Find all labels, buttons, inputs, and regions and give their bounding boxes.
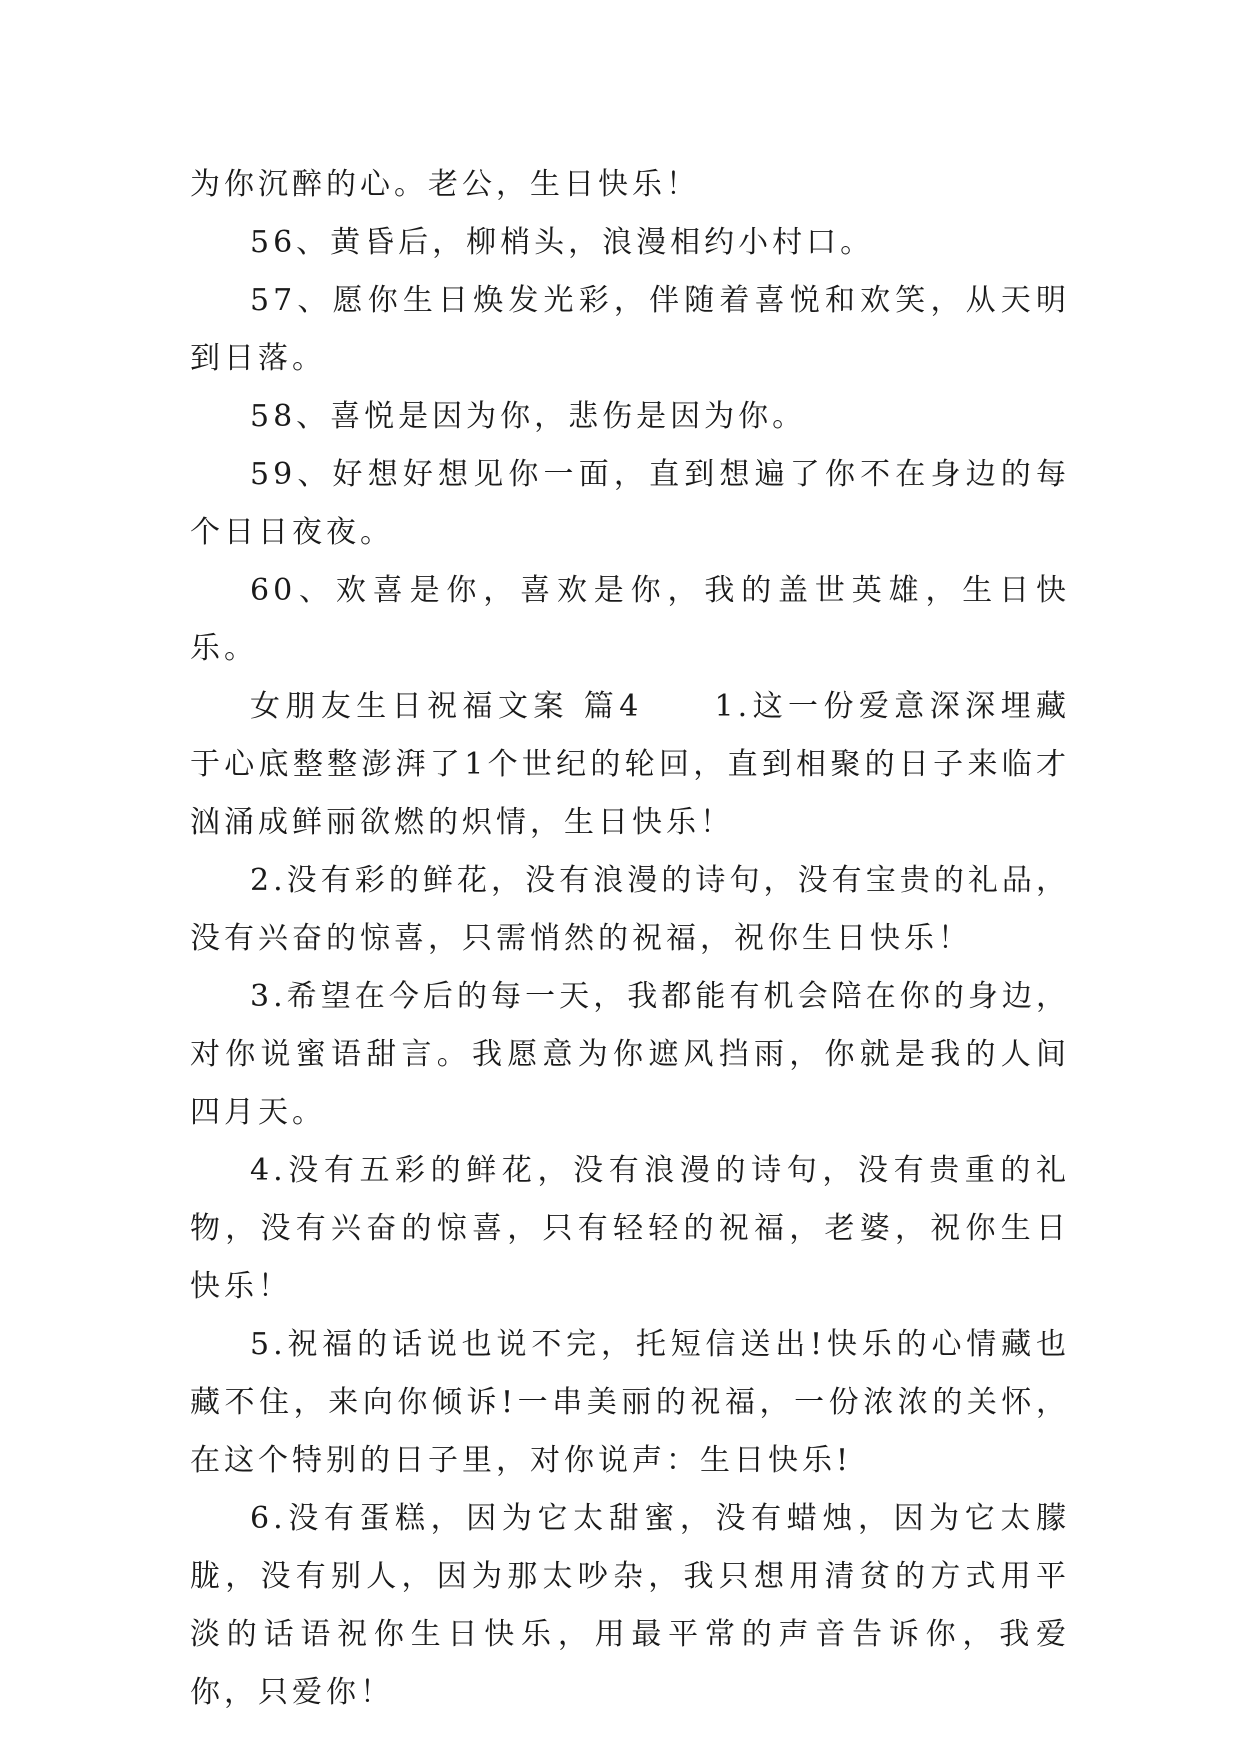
paragraph: 4.没有五彩的鲜花，没有浪漫的诗句，没有贵重的礼物，没有兴奋的惊喜，只有轻轻的祝福，老婆，祝你生日快乐！: [190, 1153, 1070, 1304]
paragraph: 2.没有彩的鲜花，没有浪漫的诗句，没有宝贵的礼品，没有兴奋的惊喜，只需悄然的祝福，祝你生日快乐！: [190, 863, 1070, 956]
paragraph: 56、黄昏后，柳梢头，浪漫相约小村口。: [250, 225, 875, 260]
paragraph: 60、欢喜是你，喜欢是你，我的盖世英雄，生日快乐。: [190, 573, 1070, 666]
document-body: [190, 156, 1070, 1722]
paragraph: 3.希望在今后的每一天，我都能有机会陪在你的身边，对你说蜜语甜言。我愿意为你遮风挡雨，你就是我的人间四月天。: [190, 979, 1070, 1130]
paragraph: 为你沉醉的心。老公，生日快乐！: [190, 167, 700, 202]
paragraph: 5.祝福的话说也说不完，托短信送出!快乐的心情藏也藏不住，来向你倾诉!一串美丽的祝福，一份浓浓的关怀，在这个特别的日子里，对你说声：生日快乐!: [190, 1327, 1070, 1478]
paragraph: 59、好想好想见你一面，直到想遍了你不在身边的每个日日夜夜。: [190, 457, 1070, 550]
paragraph: 57、愿你生日焕发光彩，伴随着喜悦和欢笑，从天明到日落。: [190, 283, 1070, 376]
paragraph: 58、喜悦是因为你，悲伤是因为你。: [250, 399, 807, 434]
paragraph: 6.没有蛋糕，因为它太甜蜜，没有蜡烛，因为它太朦胧，没有别人，因为那太吵杂，我只想用清贫的方式用平淡的话语祝你生日快乐，用最平常的声音告诉你，我爱你，只爱你！: [190, 1501, 1070, 1710]
section-heading-paragraph: 女朋友生日祝福文案 篇4 1.这一份爱意深深埋藏于心底整整澎湃了1个世纪的轮回，直到相聚的日子来临才汹涌成鲜丽欲燃的炽情，生日快乐！: [190, 689, 1070, 840]
